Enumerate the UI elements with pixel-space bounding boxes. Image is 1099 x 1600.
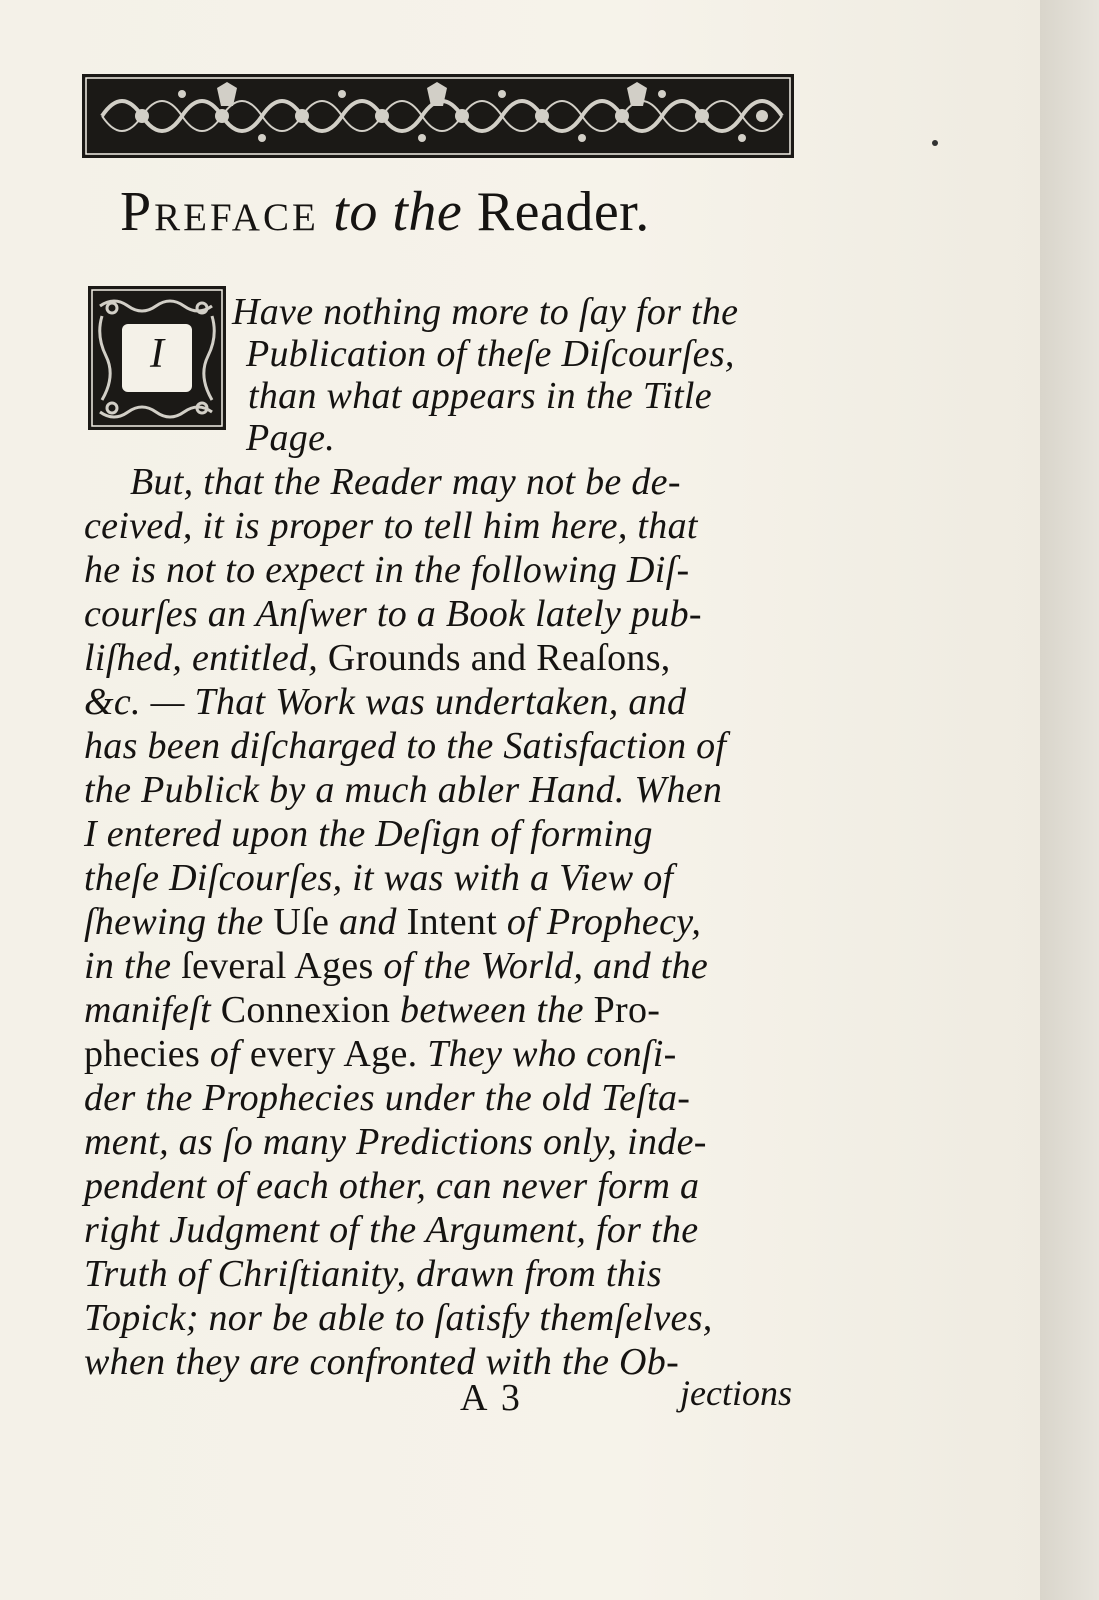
headpiece-ornament — [82, 74, 794, 158]
text-line: Topick; nor be able to ſatisfy themſelves, — [84, 1297, 713, 1339]
text-line: ment, as ſo many Predictions only, inde- — [84, 1121, 707, 1163]
catchword: jections — [680, 1373, 792, 1413]
text-line: has been diſcharged to the Satisfaction of — [84, 725, 727, 767]
text-line: Truth of Chriſtianity, drawn from this — [84, 1253, 663, 1295]
text-line: phecies of every Age. They who conſi- — [84, 1033, 677, 1075]
drop-cap-letter: I — [150, 331, 164, 377]
text-line: manifeſt Connexion between the Pro- — [84, 989, 661, 1031]
text-line: Page. — [246, 417, 336, 459]
signature-mark: A 3 — [460, 1377, 520, 1419]
text-line: &c. — That Work was undertaken, and — [84, 681, 687, 723]
text-line: I entered upon the Deſign of forming — [84, 813, 653, 855]
text-line: ceived, it is proper to tell him here, that — [84, 505, 698, 547]
text-line: right Judgment of the Argument, for the — [84, 1209, 699, 1251]
text-line: than what appears in the Title — [248, 375, 712, 417]
text-line: liſhed, entitled, Grounds and Reaſons, — [84, 637, 671, 679]
text-line: he is not to expect in the following Diſ- — [84, 549, 690, 591]
page-title — [120, 180, 800, 244]
text-line: ſhewing the Uſe and Intent of Prophecy, — [84, 901, 702, 943]
text-line: Have nothing more to ſay for the — [232, 291, 739, 333]
text-line: courſes an Anſwer to a Book lately pub- — [84, 593, 702, 635]
title-to-the: to the — [333, 181, 463, 243]
ink-speck — [932, 140, 938, 146]
title-reader: Reader. — [476, 181, 650, 243]
text-line: Publication of theſe Diſcourſes, — [246, 333, 735, 375]
text-line: pendent of each other, can never form a — [84, 1165, 700, 1207]
page-edge — [1040, 0, 1099, 1600]
text-line: But, that the Reader may not be de- — [130, 461, 681, 503]
text-line: when they are confronted with the Ob- — [84, 1341, 680, 1383]
title-preface: Preface — [120, 181, 319, 243]
text-line: theſe Diſcourſes, it was with a View of — [84, 857, 674, 899]
text-line: the Publick by a much abler Hand. When — [84, 769, 723, 811]
text-line: der the Prophecies under the old Teſta- — [84, 1077, 691, 1119]
text-line: in the ſeveral Ages of the World, and the — [84, 945, 709, 987]
